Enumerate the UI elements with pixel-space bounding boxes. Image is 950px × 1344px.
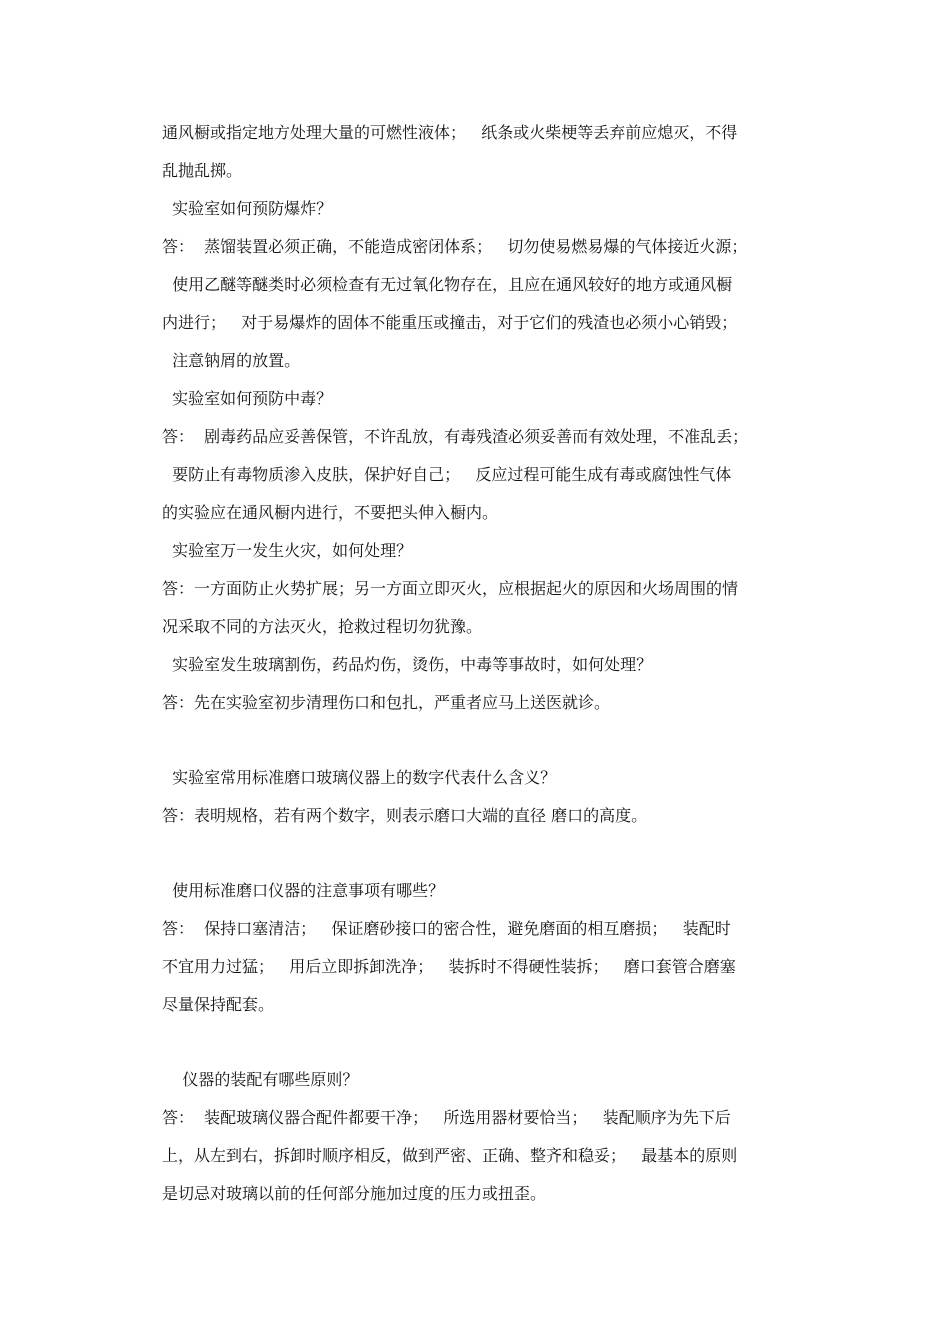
text-line: 尽量保持配套。: [162, 995, 275, 1014]
text-line: 通风橱或指定地方处理大量的可燃性液体； 纸条或火柴梗等丢弃前应熄灭，不得: [162, 123, 738, 142]
text-line: 是切忌对玻璃以前的任何部分施加过度的压力或扭歪。: [162, 1184, 547, 1203]
text-line: 上，从左到右，拆卸时顺序相反，做到严密、正确、整齐和稳妥； 最基本的原则: [162, 1146, 738, 1165]
text-line: 注意钠屑的放置。: [162, 351, 301, 370]
answer-line: 答：先在实验室初步清理伤口和包扎，严重者应马上送医就诊。: [162, 693, 611, 712]
text-line: 的实验应在通风橱内进行，不要把头伸入橱内。: [162, 503, 499, 522]
text-line: 使用乙醚等醚类时必须检查有无过氧化物存在，且应在通风较好的地方或通风橱: [162, 275, 733, 294]
answer-line: 答： 装配玻璃仪器合配件都要干净； 所选用器材要恰当； 装配顺序为先下后: [162, 1108, 731, 1127]
text-line: 不宜用力过猛； 用后立即拆卸洗净； 装拆时不得硬性装拆； 磨口套管合磨塞: [162, 957, 736, 976]
question-heading: 使用标准磨口仪器的注意事项有哪些？: [162, 881, 445, 900]
question-heading: 实验室如何预防中毒？: [162, 389, 333, 408]
answer-line: 答： 剧毒药品应妥善保管，不许乱放，有毒残渣必须妥善而有效处理，不准乱丢；: [162, 427, 749, 446]
text-line: 乱抛乱掷。: [162, 161, 243, 180]
question-heading: 实验室万一发生火灾，如何处理？: [162, 541, 413, 560]
text-line: 要防止有毒物质渗入皮肤，保护好自己； 反应过程可能生成有毒或腐蚀性气体: [162, 465, 732, 484]
question-heading: 实验室常用标准磨口玻璃仪器上的数字代表什么含义？: [162, 768, 557, 787]
question-heading: 实验室如何预防爆炸？: [162, 199, 333, 218]
answer-line: 答：表明规格，若有两个数字，则表示磨口大端的直径 磨口的高度。: [162, 806, 648, 825]
question-heading: 实验室发生玻璃割伤，药品灼伤，烫伤，中毒等事故时，如何处理？: [162, 655, 653, 674]
answer-line: 答：一方面防止火势扩展；另一方面立即灭火，应根据起火的原因和火场周围的情: [162, 579, 739, 598]
answer-line: 答： 蒸馏装置必须正确，不能造成密闭体系； 切勿使易燃易爆的气体接近火源；: [162, 237, 748, 256]
text-line: 况采取不同的方法灭火，抢救过程切勿犹豫。: [162, 617, 483, 636]
answer-line: 答： 保持口塞清洁； 保证磨砂接口的密合性，避免磨面的相互磨损； 装配时: [162, 919, 731, 938]
question-heading: 仪器的装配有哪些原则？: [162, 1070, 359, 1089]
text-line: 内进行； 对于易爆炸的固体不能重压或撞击，对于它们的残渣也必须小心销毁；: [162, 313, 738, 332]
